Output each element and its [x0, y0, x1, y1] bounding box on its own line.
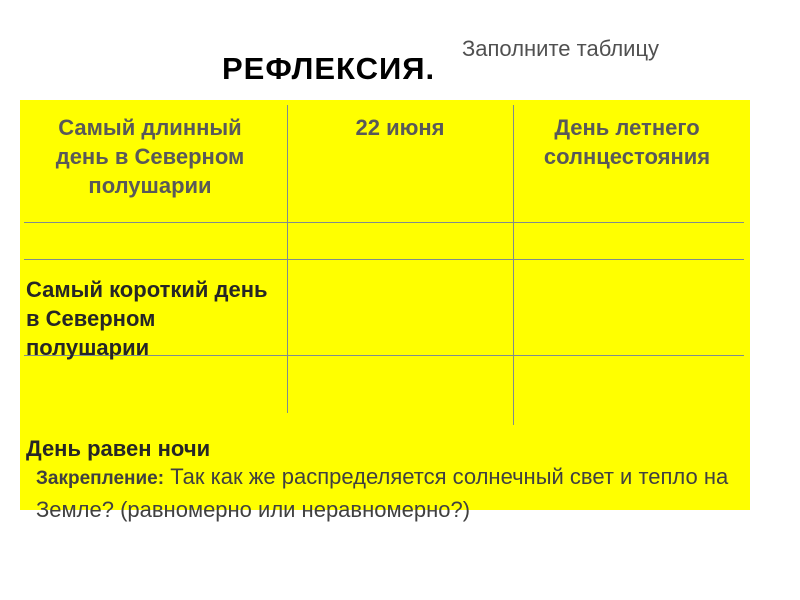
- table-cell-equinox: День равен ночи: [26, 436, 211, 461]
- consolidation-text: Так как же распределяется солнечный свет и тепло на Земле? (равномерно или неравномерно?): [36, 464, 729, 522]
- table-cell-date: 22 июня: [355, 115, 445, 140]
- table-cell-longest-day: Самый длинный день в Северном полушарии: [55, 115, 245, 198]
- consolidation-question: [36, 461, 756, 525]
- table-cell-summer-solstice: День летнего солнцестояния: [543, 115, 711, 169]
- table-column-divider: [287, 105, 288, 413]
- table-row-divider: [24, 259, 744, 260]
- table-row-divider: [24, 222, 744, 223]
- consolidation-label: Закрепление:: [36, 468, 165, 489]
- instruction-text: Заполните таблицу: [462, 36, 660, 61]
- table-cell-shortest-day: Самый короткий день в Северном полушарии: [26, 277, 268, 360]
- page-title: РЕФЛЕКСИЯ.: [222, 51, 436, 86]
